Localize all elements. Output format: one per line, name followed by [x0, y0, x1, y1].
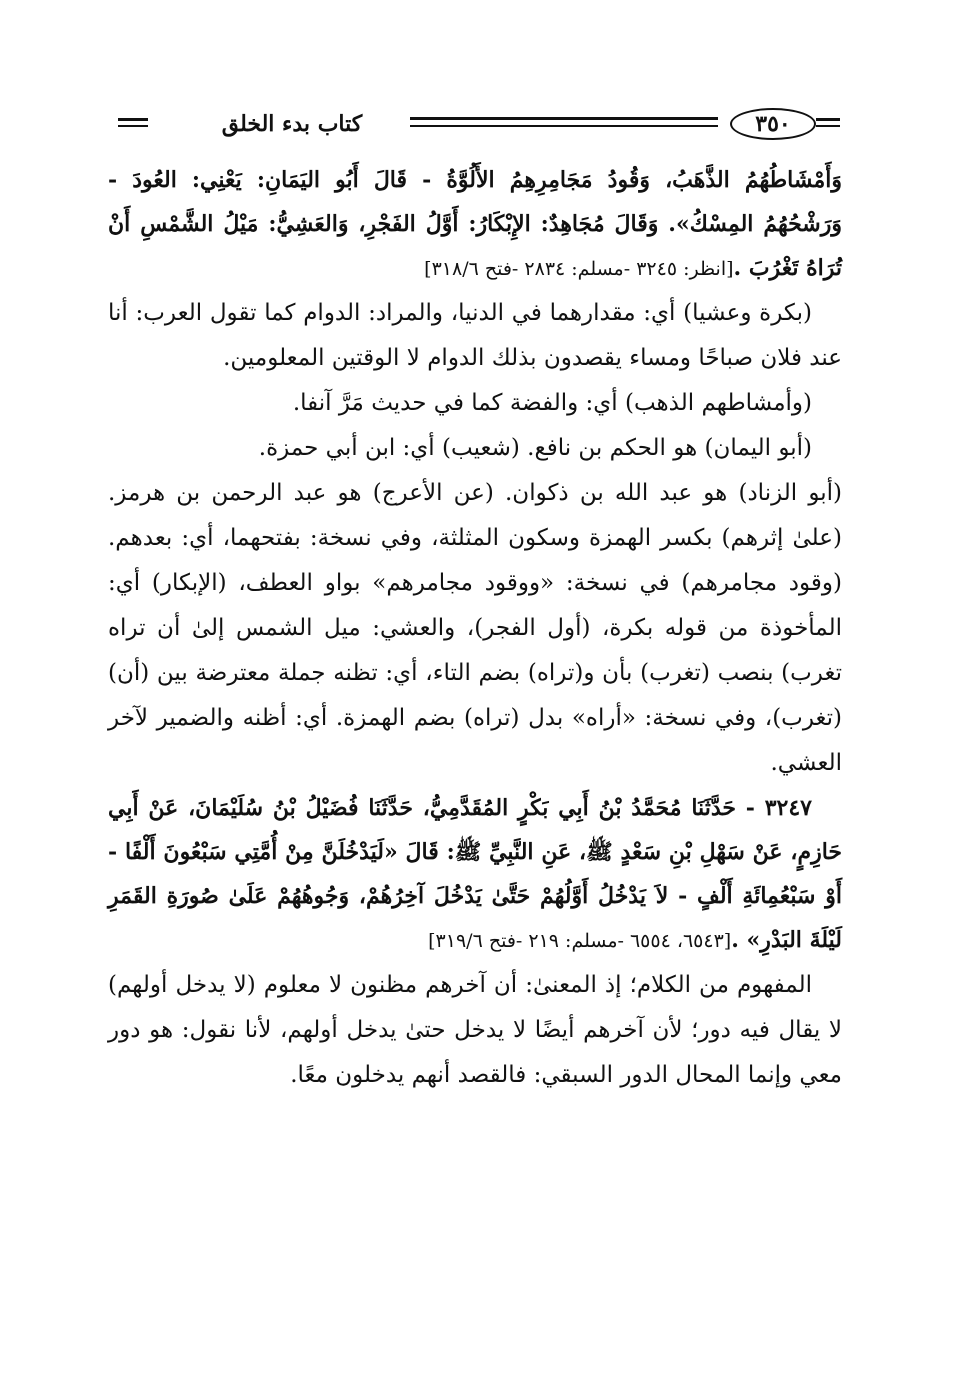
header-left-ornament — [118, 118, 148, 130]
hadith-1-body: وَأَمْشَاطُهُمُ الذَّهَبُ، وَقُودُ مَجَامِرِهِمُ الأَلُوَّةُ - قَالَ أَبُو اليَمَانِ: يَعْنِي: العُودَ - وَرَشْحُهُمُ المِسْكُ». وَقَالَ مُجَاهِدٌ: الإِبْكَارُ: أَوَّلُ الفَجْرِ، وَالعَشِيُّ: مَيْلُ الشَّمْسِ أَنْ تُرَاهُ تَغْرُبَ . — [108, 167, 842, 281]
running-header — [110, 104, 840, 148]
commentary-paragraph: (أبو الزناد) هو عبد الله بن ذكوان. (عن الأعرج) هو عبد الرحمن بن هرمز. (علىٰ إثرهم) بكسر الهمزة وسكون المثلثة، وفي نسخة: بفتحهما، أي: بعدهم. (وقود مجامرهم) في نسخة: «ووقود مجامرهم» بواو العطف، (الإبكار) أي: المأخوذة من قوله بكرة، (أول الفجر)، والعشي: ميل الشمس إلىٰ أن تراه تغرب) بنصب (تغرب) بأن و(تراه) بضم التاء، أي: تظنه جملة معترضة بين (أن) (تغرب)، وفي نسخة: «أراه» بدل (تراه) بضم الهمزة. أي: أظنه والضمير لآخر العشي. — [108, 480, 842, 776]
book-title: كتاب بدء الخلق — [221, 111, 363, 137]
commentary-paragraph: المفهوم من الكلام؛ إذ المعنىٰ: أن آخرهم مظنون لا معلوم (لا يدخل أولهم) لا يقال فيه دور؛ لأن آخرهم أيضًا لا يدخل حتىٰ يدخل أولهم، لأنا نقول: هو دور معي وإنما المحال الدور السبقي: فالقصد أنهم يدخلون معًا. — [108, 972, 842, 1088]
hadith-2-reference: [٦٥٤٣، ٦٥٥٤ -مسلم: ٢١٩ -فتح ٣١٩/٦] — [428, 930, 732, 952]
page-content — [108, 158, 842, 1098]
hadith-text-2 — [108, 786, 842, 963]
commentary-paragraph: (وأمشاطهم الذهب) أي: والفضة كما في حديث مَرَّ آنفا. — [292, 390, 812, 416]
header-rule — [410, 117, 718, 131]
hadith-1-reference: [انظر: ٣٢٤٥ -مسلم: ٢٨٣٤ -فتح ٣١٨/٦] — [424, 258, 734, 280]
commentary-paragraph: (أبو اليمان) هو الحكم بن نافع. (شعيب) أي: ابن أبي حمزة. — [258, 435, 812, 461]
page-number: ٣٥٠ — [755, 111, 791, 137]
commentary-paragraph: (بكرة وعشيا) أي: مقدارهما في الدنيا، والمراد: الدوام كما تقول العرب: أنا عند فلان صباحًا ومساء يقصدون بذلك الدوام لا الوقتين المعلومين. — [108, 300, 842, 371]
page-number-badge — [720, 104, 840, 144]
hadith-text-1 — [108, 158, 842, 291]
hadith-2-body: ٣٢٤٧ - حَدَّثَنَا مُحَمَّدُ بْنُ أَبِي بَكْرٍ المُقَدَّمِيُّ، حَدَّثَنَا فُضَيْلُ بْنُ سُلَيْمَانَ، عَنْ أَبِي حَازِمٍ، عَنْ سَهْلِ بْنِ سَعْدٍ ﷺ، عَنِ النَّبِيِّ ﷺ: قَالَ «لَيَدْخُلَنَّ مِنْ أُمَّتِي سَبْعُونَ أَلْفًا - أَوْ سَبْعُمِائَةِ أَلْفٍ - لاَ يَدْخُلُ أَوَّلُهُمْ حَتَّىٰ يَدْخُلَ آخِرُهُمْ، وَجُوهُهُمْ عَلَىٰ صُورَةِ القَمَرِ لَيْلَةَ البَدْرِ» . — [108, 795, 842, 953]
page-number-tail — [816, 118, 840, 130]
